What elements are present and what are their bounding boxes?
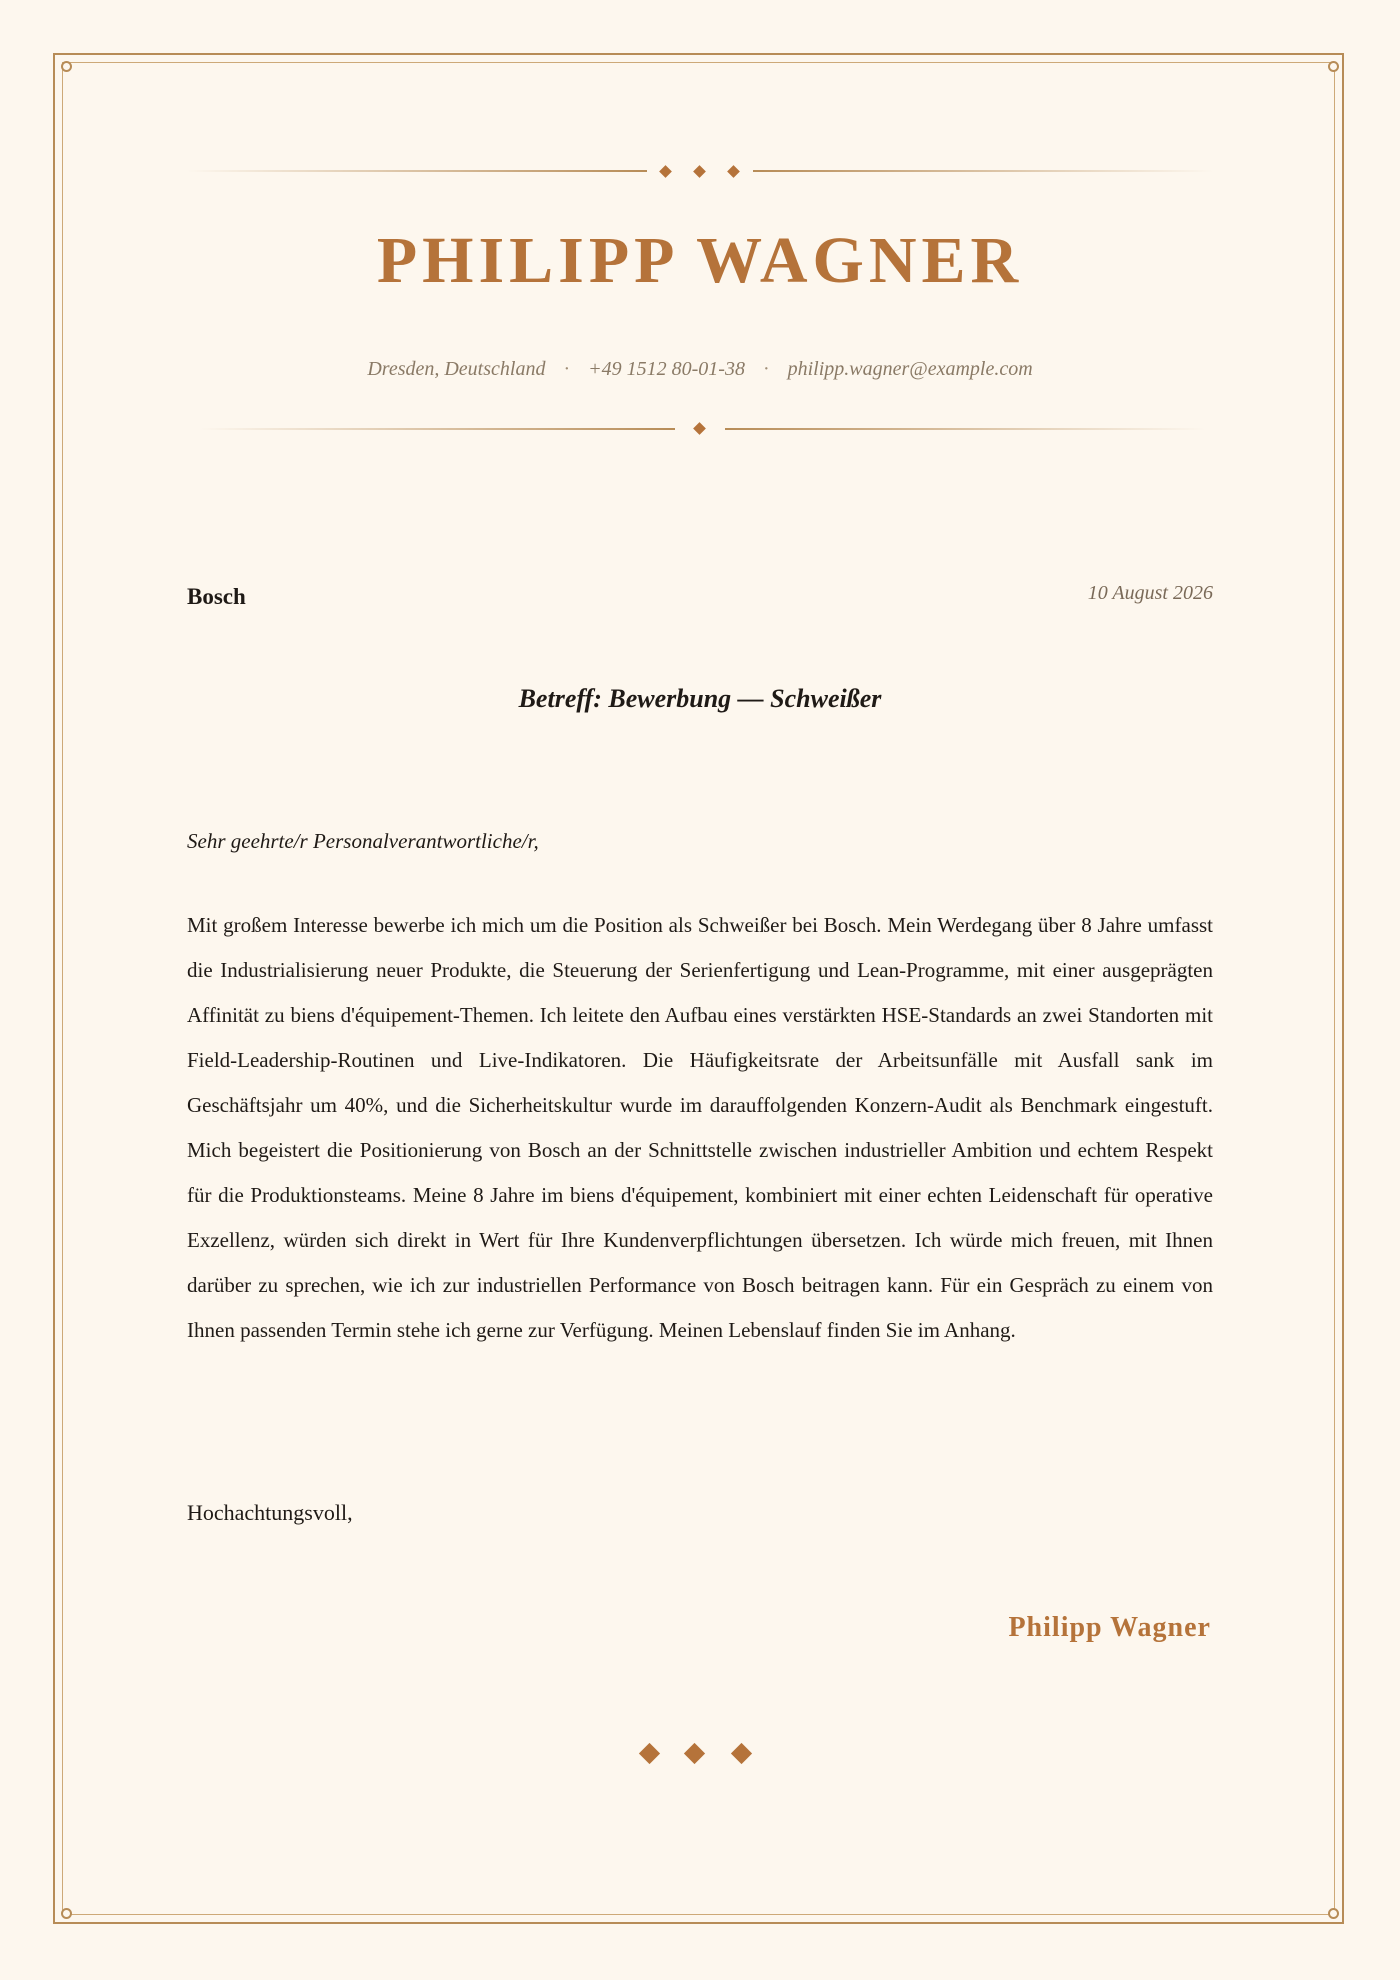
letter-subject: Betreff: Bewerbung — Schweißer <box>518 684 882 713</box>
contact-location: Dresden, Deutschland <box>367 358 546 380</box>
contact-phone: +49 1512 80-01-38 <box>588 358 745 380</box>
letter-body: Mit großem Interesse bewerbe ich mich um die Position als Schweißer bei Bosch. Mein Werdegang über 8 Jahre umfasst die Industrialisierung neuer Produkte, die Steuerung der Serienfertigung und Lean-Programme, mit einer ausgeprägten Affinität zu biens d'équipement-Themen. Ich leitete den Aufbau eines verstärkten HSE-Standards an zwei Standorten mit Field-Leadership-Routinen und Live-Indikatoren. Die Häufigkeitsrate der Arbeitsunfälle mit Ausfall sank im Geschäftsjahr um 40%, und die Sicherheitskultur wurde im darauffolgenden Konzern-Audit als Benchmark eingestuft. Mich begeistert die Positionierung von Bosch an der Schnittstelle zwischen industrieller Ambition und echtem Respekt für die Produktionsteams. Meine 8 Jahre im biens d'équipement, kombiniert mit einer echten Leidenschaft für operative Exzellenz, würden sich direkt in Wert für Ihre Kundenverpflichtungen übersetzen. Ich würde mich freuen, mit Ihnen darüber zu sprechen, wie ich zur industriellen Performance von Bosch beitragen kann. Für ein Gespräch zu einem von Ihnen passenden Termin stehe ich gerne zur Verfügung. Meinen Lebenslauf finden Sie im Anhang. <box>187 913 1213 1342</box>
applicant-name: PHILIPP WAGNER <box>376 224 1024 297</box>
letter-salutation: Sehr geehrte/r Personalverantwortliche/r, <box>187 829 539 853</box>
header-bottom-rule-right <box>725 428 1205 430</box>
header-bottom-rule-left <box>200 428 675 430</box>
corner-ornament-icon <box>61 1908 72 1919</box>
contact-separator: · <box>563 358 571 380</box>
contact-separator: · <box>762 358 770 380</box>
corner-ornament-icon <box>1328 1908 1339 1919</box>
contact-email: philipp.wagner@example.com <box>787 358 1033 380</box>
header-top-rule-left <box>187 170 647 172</box>
recipient-company: Bosch <box>187 584 246 609</box>
letter-closing: Hochachtungsvoll, <box>187 1500 353 1525</box>
contact-line <box>0 358 1400 381</box>
corner-ornament-icon <box>1328 61 1339 72</box>
letter-signature: Philipp Wagner <box>1008 1612 1211 1643</box>
header-top-rule-right <box>753 170 1213 172</box>
corner-ornament-icon <box>61 61 72 72</box>
letter-date: 10 August 2026 <box>1087 582 1213 604</box>
